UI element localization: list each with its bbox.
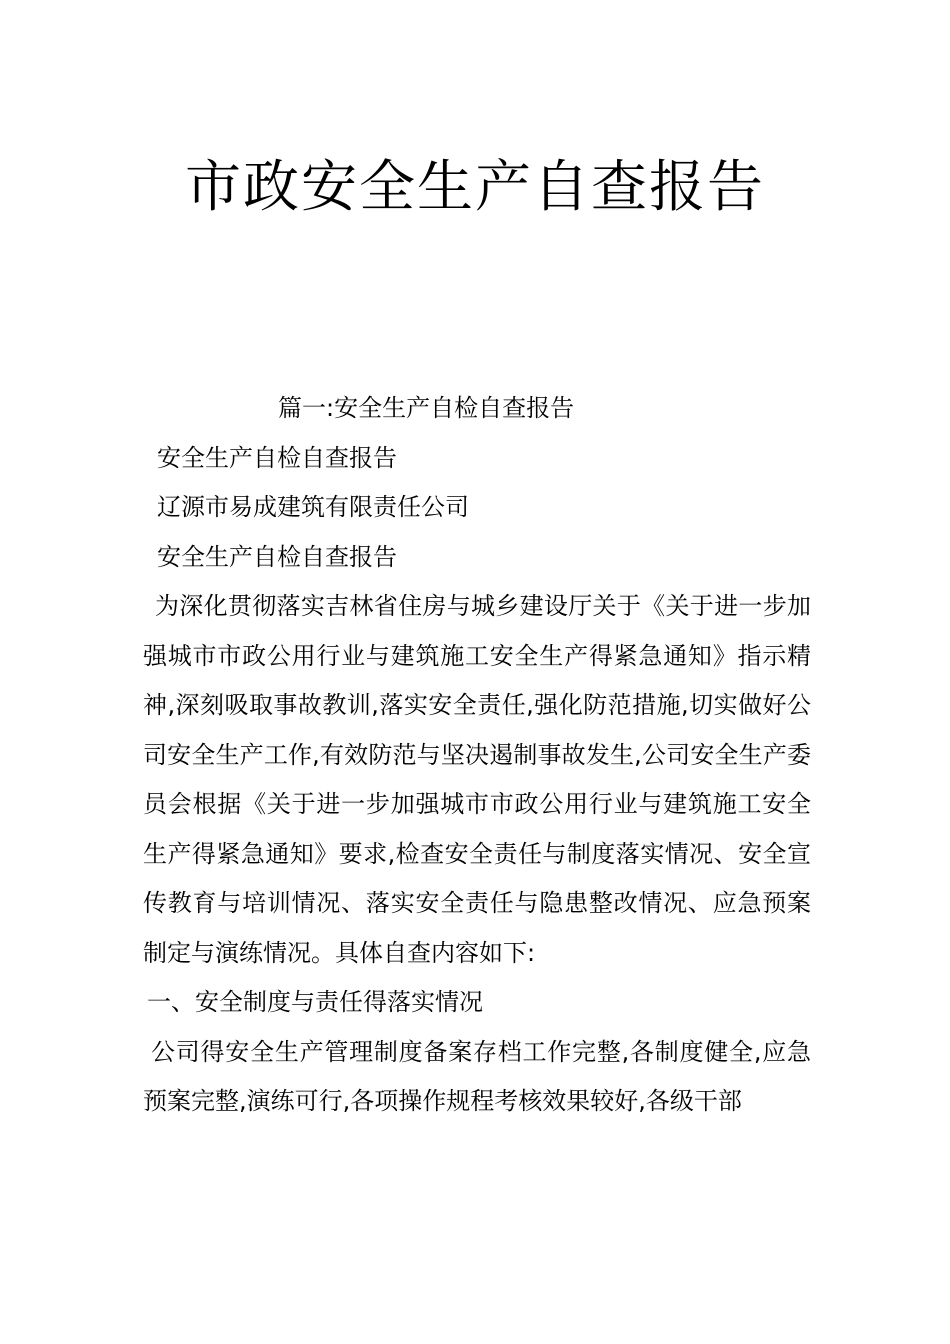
body-paragraph: 为深化贯彻落实吉林省住房与城乡建设厅关于《关于进一步加强城市市政公用行业与建筑施工安全生产得紧急通知》指示精神,深刻吸取事故教训,落实安全责任,强化防范措施,切实做好公司安全生产工作,有效防范与坚决遏制事故发生,公司安全生产委员会根据《关于进一步加强城市市政公用行业与建筑施工安全生产得紧急通知》要求,检查安全责任与制度落实情况、安全宣传教育与培训情况、落实安全责任与隐患整改情况、应急预案制定与演练情况。具体自查内容如下: bbox=[143, 592, 811, 967]
subsection-heading: 一、安全制度与责任得落实情况 bbox=[147, 988, 483, 1016]
body-paragraph-2: 公司得安全生产管理制度备案存档工作完整,各制度健全,应急预案完整,演练可行,各项操作规程考核效果较好,各级干部 bbox=[143, 1037, 811, 1115]
report-title-line: 安全生产自检自查报告 bbox=[157, 443, 397, 472]
company-name-line: 辽源市易成建筑有限责任公司 bbox=[157, 493, 469, 521]
section-heading: 篇一:安全生产自检自查报告 bbox=[278, 394, 575, 422]
report-title-line-2: 安全生产自检自查报告 bbox=[157, 542, 397, 571]
document-title: 市政安全生产自查报告 bbox=[185, 155, 765, 220]
document-body bbox=[143, 384, 811, 1127]
